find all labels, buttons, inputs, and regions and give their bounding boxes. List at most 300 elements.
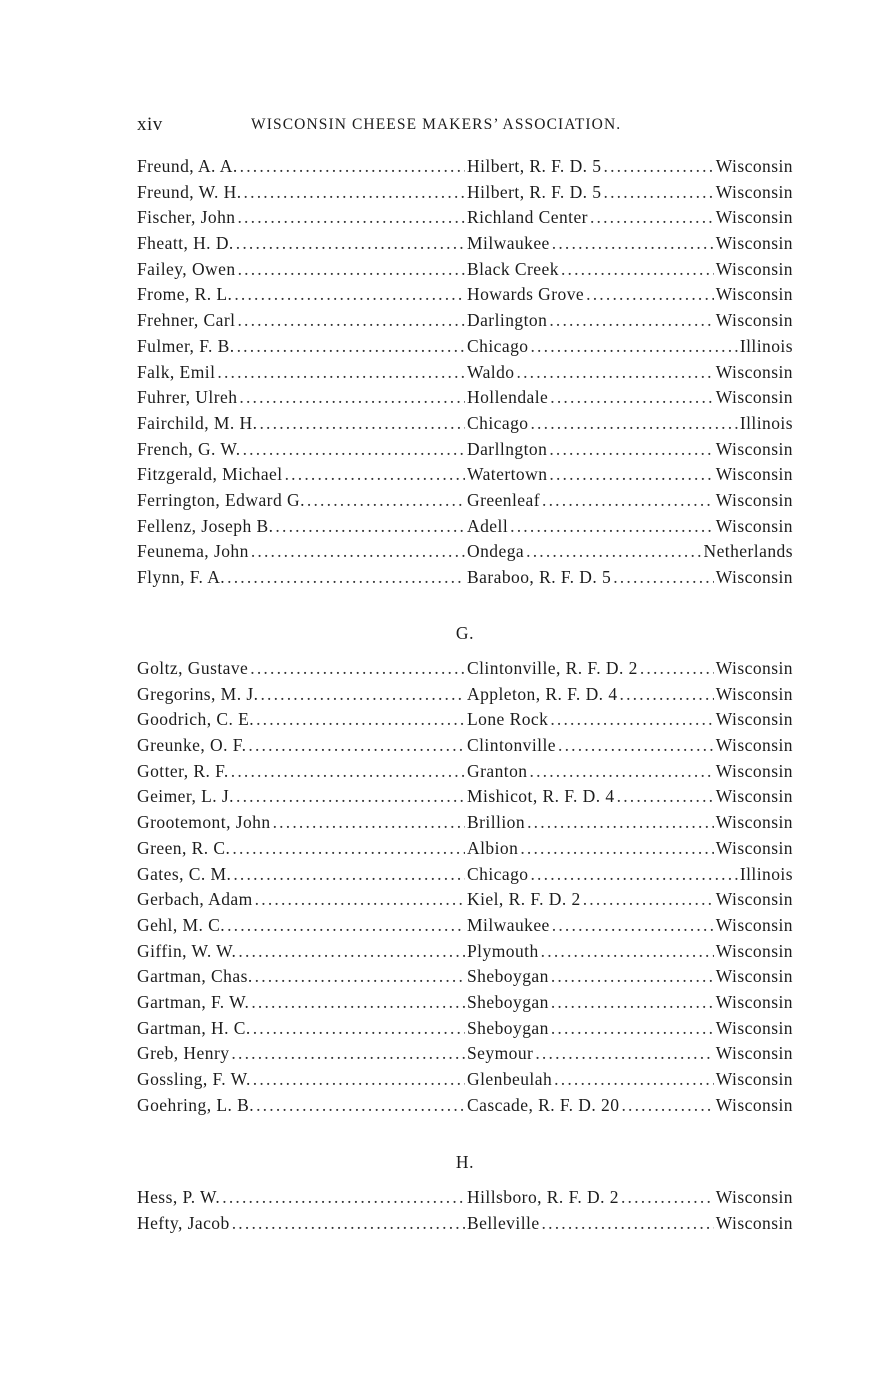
member-town: Brillion xyxy=(467,812,526,833)
member-town-cell xyxy=(467,941,716,962)
member-town: Clintonville, R. F. D. 2 xyxy=(467,658,638,678)
directory-entry xyxy=(137,966,793,992)
dot-leader xyxy=(530,413,737,434)
member-town: Watertown xyxy=(467,464,548,485)
directory-entry xyxy=(137,541,793,567)
member-town-cell xyxy=(467,658,716,679)
dot-leader xyxy=(583,889,714,910)
dot-leader xyxy=(285,464,465,485)
directory-entry xyxy=(137,233,793,259)
member-name: Fairchild, M. H. xyxy=(137,412,258,433)
member-name: Giffin, W. W. xyxy=(137,940,237,961)
member-state: Wisconsin xyxy=(715,760,793,781)
directory-entry xyxy=(137,310,793,336)
member-state: Wisconsin xyxy=(715,181,793,202)
member-name: Hess, P. W. xyxy=(137,1187,221,1207)
member-town-cell xyxy=(467,233,716,254)
member-name: Gregorins, M. J. xyxy=(137,683,259,704)
member-name: Goltz, Gustave xyxy=(137,658,249,678)
directory-entry xyxy=(137,156,793,182)
directory-entry xyxy=(137,684,793,710)
dot-leader xyxy=(259,413,465,434)
directory-entry xyxy=(137,387,793,413)
section-g-entries xyxy=(137,658,793,1120)
member-state: Wisconsin xyxy=(715,233,793,254)
member-state: Wisconsin xyxy=(715,1212,793,1233)
member-town: Seymour xyxy=(467,1043,534,1064)
directory-entry xyxy=(137,284,793,310)
dot-leader xyxy=(237,207,465,228)
member-name: Grootemont, John xyxy=(137,812,271,833)
member-town-cell xyxy=(467,387,716,408)
dot-leader xyxy=(535,1043,713,1064)
dot-leader xyxy=(530,336,737,357)
directory-entry xyxy=(137,786,793,812)
dot-leader xyxy=(551,992,714,1013)
directory-entry xyxy=(137,761,793,787)
member-town: Hilbert, R. F. D. 5 xyxy=(467,181,602,202)
member-town-cell xyxy=(467,362,716,383)
dot-leader xyxy=(239,387,465,408)
directory-entry xyxy=(137,992,793,1018)
dot-leader xyxy=(621,1095,713,1116)
member-state: Wisconsin xyxy=(715,361,793,382)
dot-leader xyxy=(604,156,714,177)
member-name-cell xyxy=(137,439,467,460)
member-name: Gartman, F. W. xyxy=(137,991,250,1012)
member-name-cell xyxy=(137,941,467,962)
member-name-cell xyxy=(137,182,467,203)
member-town-cell xyxy=(467,812,716,833)
member-name-cell xyxy=(137,1069,467,1090)
member-state: Wisconsin xyxy=(715,1187,793,1207)
member-name-cell xyxy=(137,864,467,885)
member-name-cell xyxy=(137,812,467,833)
member-town: Richland Center xyxy=(467,207,588,228)
dot-leader xyxy=(552,915,714,936)
member-town: Plymouth xyxy=(467,940,539,961)
member-name: Freund, A. A. xyxy=(137,156,238,176)
member-name-cell xyxy=(137,1043,467,1064)
page-number: xiv xyxy=(137,114,163,135)
member-name: Falk, Emil xyxy=(137,361,216,382)
member-town: Appleton, R. F. D. 4 xyxy=(467,683,618,704)
member-name: Greunke, O. F. xyxy=(137,735,247,756)
member-name: Freund, W. H. xyxy=(137,181,242,202)
directory-entry xyxy=(137,941,793,967)
member-state: Wisconsin xyxy=(715,1094,793,1115)
member-name: Fischer, John xyxy=(137,207,236,228)
member-town: Hollendale xyxy=(467,387,549,408)
directory-entry xyxy=(137,336,793,362)
member-name: Gehl, M. C. xyxy=(137,914,226,935)
member-name-cell xyxy=(137,915,467,936)
running-head xyxy=(137,114,793,138)
member-state: Wisconsin xyxy=(715,489,793,510)
dot-leader xyxy=(217,362,465,383)
member-town-cell xyxy=(467,684,716,705)
dot-leader xyxy=(244,182,465,203)
member-state: Wisconsin xyxy=(715,1043,793,1064)
member-state: Wisconsin xyxy=(715,464,793,485)
dot-leader xyxy=(248,735,465,756)
dot-leader xyxy=(240,156,465,177)
member-name: Frehner, Carl xyxy=(137,310,236,331)
member-town-cell xyxy=(467,413,740,434)
member-state: Wisconsin xyxy=(715,156,793,176)
member-town-cell xyxy=(467,761,716,782)
dot-leader xyxy=(550,387,713,408)
member-town: Darlington xyxy=(467,310,548,331)
section-f-entries xyxy=(137,156,793,593)
dot-leader xyxy=(550,709,713,730)
dot-leader xyxy=(232,838,465,859)
member-name-cell xyxy=(137,233,467,254)
member-name: Feunema, John xyxy=(137,541,249,562)
member-town: Baraboo, R. F. D. 5 xyxy=(467,567,612,587)
dot-leader xyxy=(558,735,714,756)
member-town-cell xyxy=(467,992,716,1013)
directory-entry xyxy=(137,362,793,388)
member-name-cell xyxy=(137,1095,467,1116)
member-name-cell xyxy=(137,992,467,1013)
running-title: WISCONSIN CHEESE MAKERS’ ASSOCIATION. xyxy=(251,116,622,133)
member-name-cell xyxy=(137,310,467,331)
member-town: Albion xyxy=(467,837,519,858)
member-state: Wisconsin xyxy=(715,837,793,858)
directory-entry xyxy=(137,490,793,516)
member-name: Geimer, L. J. xyxy=(137,786,234,807)
member-name-cell xyxy=(137,966,467,987)
member-town-cell xyxy=(467,207,716,228)
directory-entry xyxy=(137,464,793,490)
dot-leader xyxy=(256,1095,465,1116)
member-name-cell xyxy=(137,516,467,537)
dot-leader xyxy=(549,310,713,331)
member-town-cell xyxy=(467,541,703,562)
dot-leader xyxy=(510,516,714,537)
dot-leader xyxy=(255,966,465,987)
directory-entry xyxy=(137,915,793,941)
directory-entry xyxy=(137,259,793,285)
member-town: Granton xyxy=(467,760,528,781)
member-town: Hillsboro, R. F. D. 2 xyxy=(467,1187,619,1207)
member-town-cell xyxy=(467,915,716,936)
member-name: Gerbach, Adam xyxy=(137,889,253,910)
dot-leader xyxy=(613,567,714,588)
member-name-cell xyxy=(137,786,467,807)
member-town: Mishicot, R. F. D. 4 xyxy=(467,786,615,807)
directory-entry xyxy=(137,413,793,439)
directory-entry xyxy=(137,864,793,890)
member-town-cell xyxy=(467,1095,716,1116)
member-state: Illinois xyxy=(739,335,793,356)
dot-leader xyxy=(222,1187,465,1208)
member-town-cell xyxy=(467,864,740,885)
dot-leader xyxy=(621,1187,714,1208)
directory-entry xyxy=(137,516,793,542)
dot-leader xyxy=(251,992,465,1013)
dot-leader xyxy=(234,284,465,305)
member-name-cell xyxy=(137,362,467,383)
dot-leader xyxy=(526,541,701,562)
member-name-cell xyxy=(137,709,467,730)
member-name: Fheatt, H. D. xyxy=(137,233,234,254)
directory-entry xyxy=(137,567,793,593)
directory-entry xyxy=(137,1043,793,1069)
member-town-cell xyxy=(467,1043,716,1064)
member-name-cell xyxy=(137,889,467,910)
dot-leader xyxy=(541,941,714,962)
dot-leader xyxy=(561,259,714,280)
member-state: Netherlands xyxy=(703,541,793,562)
section-h-entries xyxy=(137,1187,793,1238)
member-town-cell xyxy=(467,1069,716,1090)
member-state: Wisconsin xyxy=(715,940,793,961)
member-town-cell xyxy=(467,966,716,987)
member-town-cell xyxy=(467,310,716,331)
member-town: Sheboygan xyxy=(467,991,549,1012)
member-state: Wisconsin xyxy=(715,914,793,935)
member-town-cell xyxy=(467,567,716,588)
member-state: Wisconsin xyxy=(715,812,793,833)
member-name-cell xyxy=(137,387,467,408)
member-town-cell xyxy=(467,439,716,460)
dot-leader xyxy=(260,684,465,705)
member-name: Gartman, H. C. xyxy=(137,1017,251,1038)
member-town: Adell xyxy=(467,515,509,536)
member-town: Chicago xyxy=(467,412,529,433)
member-state: Wisconsin xyxy=(715,991,793,1012)
directory-entry xyxy=(137,709,793,735)
member-state: Wisconsin xyxy=(715,966,793,987)
dot-leader xyxy=(551,966,714,987)
dot-leader xyxy=(238,941,465,962)
dot-leader xyxy=(243,439,465,460)
member-town: Belleville xyxy=(467,1212,540,1233)
directory-entry xyxy=(137,1095,793,1121)
directory-entry xyxy=(137,812,793,838)
member-town-cell xyxy=(467,709,716,730)
member-name: Fuhrer, Ulreh xyxy=(137,387,238,408)
dot-leader xyxy=(554,1069,714,1090)
member-town-cell xyxy=(467,336,740,357)
member-state: Wisconsin xyxy=(715,207,793,228)
dot-leader xyxy=(236,233,465,254)
member-name-cell xyxy=(137,541,467,562)
member-name: Goodrich, C. E. xyxy=(137,709,255,730)
dot-leader xyxy=(232,1213,465,1234)
member-state: Wisconsin xyxy=(715,889,793,910)
dot-leader xyxy=(238,259,465,280)
dot-leader xyxy=(517,362,714,383)
dot-leader xyxy=(256,709,465,730)
member-state: Wisconsin xyxy=(715,786,793,807)
dot-leader xyxy=(237,336,465,357)
member-name-cell xyxy=(137,413,467,434)
member-name-cell xyxy=(137,207,467,228)
directory-entry xyxy=(137,1213,793,1239)
member-town-cell xyxy=(467,1213,716,1234)
member-name: Fellenz, Joseph B. xyxy=(137,515,274,536)
member-town-cell xyxy=(467,786,716,807)
directory-entry xyxy=(137,658,793,684)
member-town-cell xyxy=(467,156,716,177)
member-town: Waldo xyxy=(467,361,515,382)
directory-entry xyxy=(137,1187,793,1213)
dot-leader xyxy=(530,761,714,782)
member-state: Wisconsin xyxy=(715,683,793,704)
dot-leader xyxy=(549,464,713,485)
member-name: Hefty, Jacob xyxy=(137,1212,230,1233)
member-state: Wisconsin xyxy=(715,515,793,536)
member-town: Glenbeulah xyxy=(467,1069,553,1089)
directory-entry xyxy=(137,439,793,465)
member-town-cell xyxy=(467,838,716,859)
member-town: Black Creek xyxy=(467,258,559,279)
member-name-cell xyxy=(137,464,467,485)
dot-leader xyxy=(233,864,465,885)
dot-leader xyxy=(227,567,465,588)
member-name-cell xyxy=(137,1187,467,1208)
member-town: Milwaukee xyxy=(467,233,550,254)
member-town-cell xyxy=(467,182,716,203)
member-town: Darllngton xyxy=(467,438,548,459)
member-name: Ferrington, Edward G. xyxy=(137,489,305,510)
member-name-cell xyxy=(137,156,467,177)
member-state: Illinois xyxy=(739,412,793,433)
dot-leader xyxy=(552,233,714,254)
member-town-cell xyxy=(467,516,716,537)
directory-entry xyxy=(137,207,793,233)
dot-leader xyxy=(549,439,713,460)
member-state: Wisconsin xyxy=(715,438,793,459)
directory-entry xyxy=(137,1018,793,1044)
dot-leader xyxy=(586,284,714,305)
member-town-cell xyxy=(467,259,716,280)
member-name-cell xyxy=(137,336,467,357)
directory-entry xyxy=(137,182,793,208)
member-name: Gotter, R. F. xyxy=(137,760,229,781)
member-state: Wisconsin xyxy=(715,709,793,730)
member-state: Wisconsin xyxy=(715,567,793,587)
member-town-cell xyxy=(467,284,716,305)
member-town: Kiel, R. F. D. 2 xyxy=(467,889,581,910)
member-town: Sheboygan xyxy=(467,966,549,987)
dot-leader xyxy=(251,541,465,562)
member-name: French, G. W. xyxy=(137,438,241,459)
dot-leader xyxy=(590,207,714,228)
member-town: Clintonville xyxy=(467,735,557,756)
dot-leader xyxy=(231,1043,465,1064)
member-state: Wisconsin xyxy=(715,258,793,279)
dot-leader xyxy=(604,182,714,203)
member-town-cell xyxy=(467,464,716,485)
dot-leader xyxy=(237,310,465,331)
member-town: Chicago xyxy=(467,335,529,356)
member-town-cell xyxy=(467,735,716,756)
directory-entry xyxy=(137,889,793,915)
member-state: Wisconsin xyxy=(715,284,793,305)
dot-leader xyxy=(551,1018,714,1039)
member-town: Sheboygan xyxy=(467,1017,549,1038)
member-town: Milwaukee xyxy=(467,914,550,935)
dot-leader xyxy=(253,1069,465,1090)
member-state: Wisconsin xyxy=(715,1069,793,1089)
member-state: Wisconsin xyxy=(715,1017,793,1038)
dot-leader xyxy=(620,684,714,705)
member-name-cell xyxy=(137,259,467,280)
member-town: Cascade, R. F. D. 20 xyxy=(467,1094,620,1115)
member-town: Greenleaf xyxy=(467,489,541,510)
member-town: Chicago xyxy=(467,863,529,884)
member-name: Gartman, Chas. xyxy=(137,966,253,987)
member-state: Wisconsin xyxy=(715,735,793,756)
member-name-cell xyxy=(137,735,467,756)
dot-leader xyxy=(527,812,714,833)
dot-leader xyxy=(617,786,714,807)
dot-leader xyxy=(640,658,714,679)
dot-leader xyxy=(307,490,465,511)
member-state: Wisconsin xyxy=(715,310,793,331)
dot-leader xyxy=(520,838,713,859)
directory-entry xyxy=(137,735,793,761)
member-name: Frome, R. L. xyxy=(137,284,233,305)
member-name: Fitzgerald, Michael xyxy=(137,464,283,485)
dot-leader xyxy=(227,915,465,936)
dot-leader xyxy=(231,761,465,782)
member-name: Greb, Henry xyxy=(137,1043,230,1064)
member-town: Hilbert, R. F. D. 5 xyxy=(467,156,602,176)
member-town: Howards Grove xyxy=(467,284,585,305)
dot-leader xyxy=(275,516,465,537)
member-state: Wisconsin xyxy=(715,658,793,678)
dot-leader xyxy=(255,889,465,910)
dot-leader xyxy=(530,864,737,885)
directory-entry xyxy=(137,838,793,864)
member-name: Goehring, L. B. xyxy=(137,1094,255,1115)
member-name-cell xyxy=(137,761,467,782)
member-name: Fulmer, F. B. xyxy=(137,335,235,356)
member-town-cell xyxy=(467,490,716,511)
dot-leader xyxy=(236,786,465,807)
dot-leader xyxy=(250,658,465,679)
dot-leader xyxy=(542,490,714,511)
section-heading-g: G. xyxy=(455,623,475,643)
directory-entry xyxy=(137,1069,793,1095)
member-name: Green, R. C. xyxy=(137,837,231,858)
member-name-cell xyxy=(137,838,467,859)
member-name-cell xyxy=(137,1213,467,1234)
member-town: Ondega xyxy=(467,541,525,562)
member-name-cell xyxy=(137,490,467,511)
member-name-cell xyxy=(137,284,467,305)
member-town-cell xyxy=(467,1187,716,1208)
member-name: Gossling, F. W. xyxy=(137,1069,251,1089)
member-town-cell xyxy=(467,889,716,910)
member-state: Wisconsin xyxy=(715,387,793,408)
dot-leader xyxy=(253,1018,465,1039)
member-name-cell xyxy=(137,567,467,588)
dot-leader xyxy=(273,812,465,833)
member-name: Gates, C. M. xyxy=(137,863,232,884)
member-name: Flynn, F. A. xyxy=(137,567,226,587)
member-name-cell xyxy=(137,658,467,679)
member-name-cell xyxy=(137,684,467,705)
member-town-cell xyxy=(467,1018,716,1039)
member-town: Lone Rock xyxy=(467,709,549,730)
dot-leader xyxy=(542,1213,714,1234)
